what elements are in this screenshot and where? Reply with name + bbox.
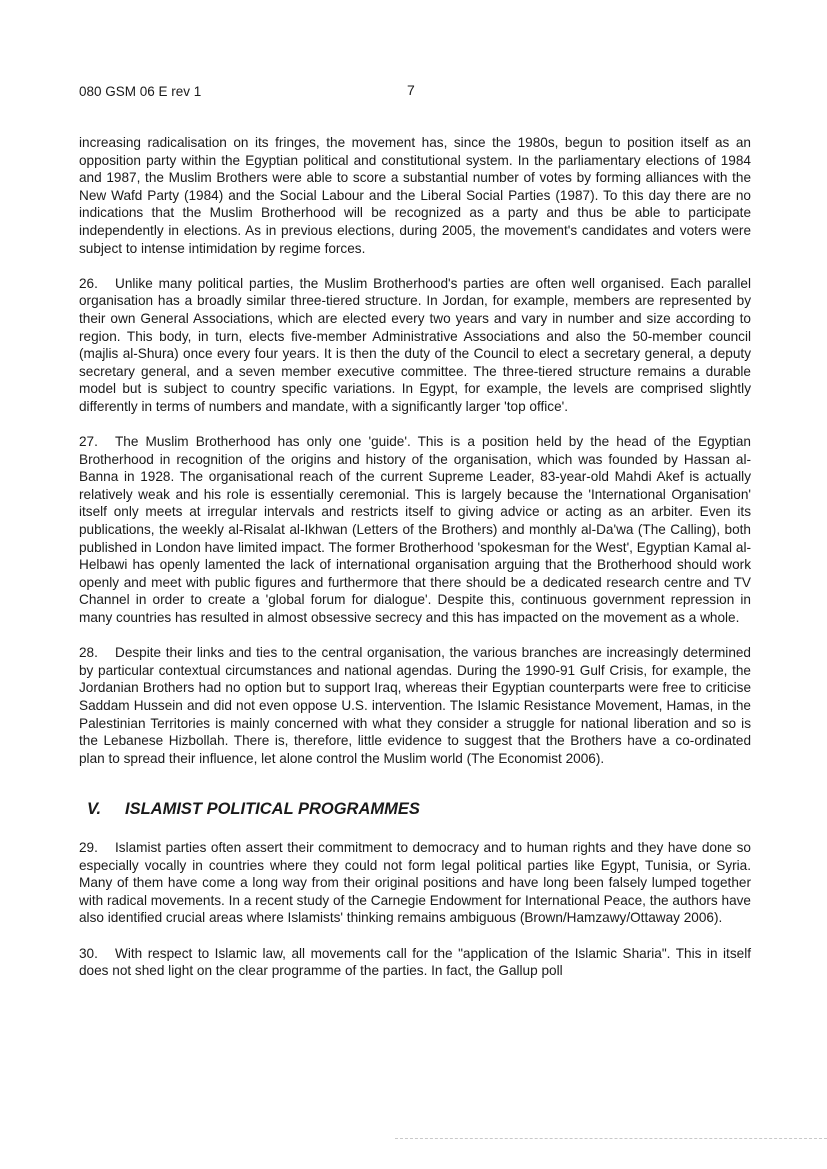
document-reference: 080 GSM 06 E rev 1 — [79, 84, 202, 99]
document-body — [79, 134, 751, 997]
paragraph-27 — [79, 433, 751, 627]
page-number: 7 — [407, 82, 415, 98]
paragraph-text: With respect to Islamic law, all movements call for the "application of the Islamic Sharia". This in itself does not shed light on the clear programme of the parties. In fact, the Gallup poll — [79, 945, 751, 979]
paragraph-number: 27. — [79, 434, 98, 450]
paragraph-text: Unlike many political parties, the Muslim Brotherhood's parties are often well organised. Each parallel organisation has a broadly similar three-tiered structure. In Jordan, for example, members are represented by their own General Associations, which are elected every two years and vary in number and size according to region. This body, in turn, elects five-member Administrative Associations and also the 50-member council (majlis al-Shura) once every four years. It is then the duty of the Council to elect a secretary general, a deputy secretary general, and a seven member executive committee. The three-tiered structure remains a durable model but is subject to country specific variations. In Egypt, for example, the levels are comprised slightly differently in terms of numbers and mandate, with a significantly larger 'top office'. — [79, 275, 751, 414]
paragraph-number: 28. — [79, 645, 98, 661]
paragraph-text: Despite their links and ties to the central organisation, the various branches are increasingly determined by particular contextual circumstances and national agendas. During the 1990-91 Gulf Crisis, for example, the Jordanian Brothers had no option but to support Iraq, whereas their Egyptian counterparts were free to criticise Saddam Hussein and did not even oppose U.S. intervention. The Islamic Resistance Movement, Hamas, in the Palestinian Territories is mainly concerned with what they consider a struggle for national liberation and so is the Lebanese Hizbollah. There is, therefore, little evidence to suggest that the Brothers have a co-ordinated plan to spread their influence, let alone control the Muslim world (The Economist 2006). — [79, 645, 751, 766]
footer-divider — [395, 1138, 827, 1139]
paragraph-26 — [79, 275, 751, 416]
paragraph-29 — [79, 839, 751, 927]
paragraph-text: increasing radicalisation on its fringes, the movement has, since the 1980s, begun to position itself as an opposition party within the Egyptian political and constitutional system. In the parliamentary elections of 1984 and 1987, the Muslim Brothers were able to score a substantial number of votes by forming alliances with the New Wafd Party (1984) and the Social Labour and the Liberal Social Parties (1987). To this day there are no indications that the Muslim Brotherhood will be recognized as a party and thus be able to participate independently in elections. As in previous elections, during 2005, the movement's candidates and voters were subject to intense intimidation by regime forces. — [79, 135, 751, 256]
paragraph-text: The Muslim Brotherhood has only one 'guide'. This is a position held by the head of the Egyptian Brotherhood in recognition of the origins and history of the organisation, which was founded by Hassan al-Banna in 1928. The organisational reach of the current Supreme Leader, 83-year-old Mahdi Akef is actually relatively weak and his role is essentially ceremonial. This is largely because the 'International Organisation' itself only meets at irregular intervals and restricts itself to giving advice or acting as an arbiter. Even its publications, the weekly al-Risalat al-Ikhwan (Letters of the Brothers) and monthly al-Da'wa (The Calling), both published in London have limited impact. The former Brotherhood 'spokesman for the West', Egyptian Kamal al-Helbawi has openly lamented the lack of international organisation arguing that the Brotherhood should work openly and meet with public figures and furthermore that there should be a dedicated research centre and TV Channel in order to create a 'global forum for dialogue'. Despite this, continuous government repression in many countries has resulted in almost obsessive secrecy and this has impacted on the movement as a whole. — [79, 434, 751, 626]
section-number: V. — [87, 800, 102, 819]
paragraph-30 — [79, 945, 751, 980]
paragraph-number: 26. — [79, 275, 98, 291]
paragraph-28 — [79, 644, 751, 767]
paragraph-number: 30. — [79, 945, 98, 961]
paragraph-continued — [79, 134, 751, 257]
section-title: ISLAMIST POLITICAL PROGRAMMES — [125, 800, 420, 819]
paragraph-text: Islamist parties often assert their commitment to democracy and to human rights and they have done so especially vocally in countries where they could not form legal political parties like Egypt, Tunisia, or Syria. Many of them have come a long way from their original positions and have long been falsely lumped together with radical movements. In a recent study of the Carnegie Endowment for International Peace, the authors have also identified crucial areas where Islamists' thinking remains ambiguous (Brown/Hamzawy/Ottaway 2006). — [79, 839, 751, 926]
section-heading — [87, 801, 751, 819]
paragraph-number: 29. — [79, 839, 98, 855]
